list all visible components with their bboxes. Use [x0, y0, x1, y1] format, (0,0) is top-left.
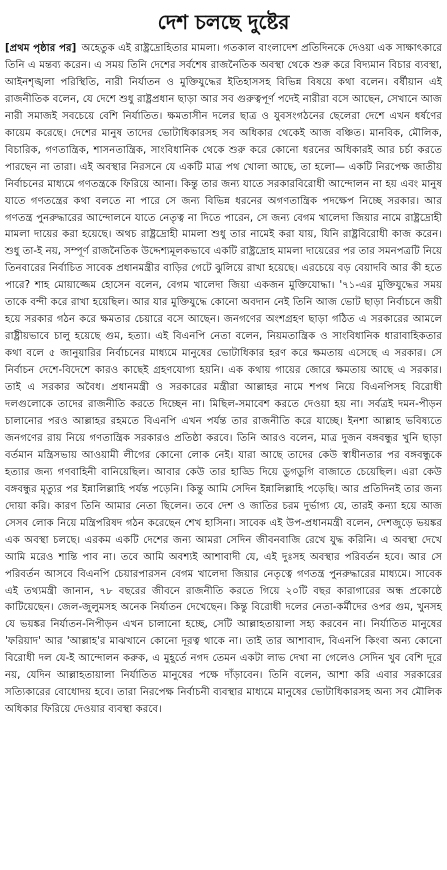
article-body-text: অহেতুক এই রাষ্ট্রদ্রোহিতার মামলা। গতকাল বাংলাদেশ প্রতিদিনকে দেওয়া এক সাক্ষাৎকারে তিনি এ মন্তব্য করেন। এ সময় তিনি দেশের সর্বশেষ রাজনৈতিক অবস্থা থেকে শুরু করে বিদ্যমান বিচার ব্যবস্থা, আইনশৃঙ্খলা পরিস্থিতি, নারী নির্যাতন ও মুক্তিযুদ্ধের ইতিহাসসহ বিভিন্ন বিষয়ে কথা বলেন। বর্ষীয়ান এই রাজনীতিক বলেন, যে দেশে শুধু রাষ্ট্রপ্রধান ছাড়া আর সব গুরুত্বপূর্ণ পদেই নারীরা বসে আছেন, সেখানে আজ নারী সমাজই সবচেয়ে বেশি নির্যাতিত। ক্ষমতাসীন দলের ছাত্র ও যুবসংগঠনের ছেলেরা দেশে এখন ধর্ষণের কায়েম করেছে। দেশের মানুষ তাদের ভোটাধিকারসহ সব অধিকার থেকেই আজ বঞ্চিত। মানবিক, মৌলিক, বিচারিক, গণতান্ত্রিক, শাসনতান্ত্রিক, সাংবিধানিক থেকে শুরু করে কোনো ধরনের অধিকারই আর চর্চা করতে পারছেন না তারা। এই অবস্থার নিরসনে যে একটি মাত্র পথ খোলা আছে, তা হলো— একটি নিরপেক্ষ জাতীয় নির্বাচনের মাধ্যমে গণতন্ত্রকে ফিরিয়ে আনা। কিন্তু তার জন্য যাতে সরকারবিরোধী আন্দোলন না হয় এবং মানুষ যাতে গণতন্ত্রের কথা বলতে না পারে সে জন্য বিভিন্ন ধরনের অগণতান্ত্রিক পদক্ষেপ নিচ্ছে সরকার। আর গণতন্ত্র পুনরুদ্ধারের আন্দোলনে যাতে নেতৃত্ব না দিতে পারেন, সে জন্য বেগম খালেদা জিয়ার নামে রাষ্ট্রদ্রোহী মামলা দায়ের করা হয়েছে। অথচ রাষ্ট্রদ্রোহী মামলা শুধু তার নামেই করা যায়, যিনি রাষ্ট্রবিরোধী কাজ করেন। শুধু তা-ই নয়, সম্পূর্ণ রাজনৈতিক উদ্দেশ্যমূলকভাবে একটি রাষ্ট্রদ্রোহ মামলা দায়েরের পর তার সমনপত্রটি নিয়ে তিনবারের নির্বাচিত সাবেক প্রধানমন্ত্রীর বাড়ির গেটে ঝুলিয়ে রাখা হয়েছে। এরচেয়ে বড় বেয়াদবি আর কী হতে পারে? শাহ মোয়াজ্জেম হোসেন বলেন, বেগম খালেদা জিয়া একজন মুক্তিযোদ্ধা। '৭১-এর মুক্তিযুদ্ধের সময় তাকে বন্দী করে রাখা হয়েছিল। আর যার মুক্তিযুদ্ধে কোনো অবদান নেই তিনি আজ ভোট ছাড়া নির্বাচনে জয়ী হয়ে সরকার গঠন করে ক্ষমতার চেয়ারে বসে আছেন। জনগণের অংশগ্রহণ ছাড়া গঠিত এ সরকারের আমলে রাষ্ট্রীয়ভাবে চালু হয়েছে গুম, হত্যা। এই বিএনপি নেতা বলেন, নিয়মতান্ত্রিক ও সাংবিধানিক ধারাবাহিকতার কথা বলে ৫ জানুয়ারির নির্বাচনের মাধ্যমে মানুষের ভোটাধিকার হরণ করে ক্ষমতায় এসেছে এ সরকার। সে নির্বাচন দেশে-বিদেশে কারও কাছেই গ্রহণযোগ্য হয়নি। এক কথায় গায়ের জোরে ক্ষমতায় আছে এ সরকার। তাই এ সরকার অবৈধ। প্রধানমন্ত্রী ও সরকারের মন্ত্রীরা আল্লাহর নামে শপথ নিয়ে বিএনপিসহ বিরোধী দলগুলোকে তাদের রাজনীতি করতে দিচ্ছেন না। মিছিল-সমাবেশ করতে দেওয়া হয় না। সর্বত্রই দমন-পীড়ন চালানোর পরও আল্লাহর রহমতে বিএনপি এখন পর্যন্ত তার রাজনীতি করে যাচ্ছে। ইনশা আল্লাহ ভবিষ্যতে জনগণের রায় নিয়ে গণতান্ত্রিক সরকারও প্রতিষ্ঠা করবে। তিনি আরও বলেন, মাত্র দুজন বঙ্গবন্ধুর খুনি ছাড়া বর্তমান মন্ত্রিসভায় আওয়ামী লীগের কোনো লোক নেই। যারা আছে তাদের কেউ স্বাধীনতার পর বঙ্গবন্ধুকে হত্যার জন্য গণবাহিনী বানিয়েছিল। আবার কেউ তার হাড্ডি দিয়ে ডুগডুগি বাজাতে চেয়েছিল। এরা কেউ বঙ্গবন্ধুর মৃত্যুর পর ইন্নালিল্লাহি পর্যন্ত পড়েনি। কিন্তু আমি সেদিন ইন্নালিল্লাহি পড়েছি। আর প্রতিদিনই তার জন্য দোয়া করি। কারণ তিনি আমার নেতা ছিলেন। তবে দেশ ও জাতির চরম দুর্ভাগ্য যে, তারই কন্যা হয়ে আজ সেসব লোক নিয়ে মন্ত্রিপরিষদ গঠন করেছেন শেখ হাসিনা। সাবেক এই উপ-প্রধানমন্ত্রী বলেন, দেশজুড়ে ভয়ঙ্কর এক অবস্থা চলছে। এরকম একটি দেশের জন্য আমরা সেদিন জীবনবাজি রেখে যুদ্ধ করিনি। এ অবস্থা দেখে আমি মরেও শান্তি পাব না। তবে আমি অবশ্যই আশাবাদী যে, এই দুঃসহ অবস্থার পরিবর্তন হবে। আর সে পরিবর্তন আসবে বিএনপি চেয়ারপারসন বেগম খালেদা জিয়ার নেতৃত্বে গণতন্ত্র পুনরুদ্ধারের মাধ্যমে। সাবেক এই তথ্যমন্ত্রী জানান, ৭৮ বছরের জীবনে রাজনীতি করতে গিয়ে ২০টি বছর কারাগারের অন্ধ প্রকোষ্ঠে কাটিয়েছেন। জেল-জুলুমসহ অনেক নির্যাতন দেখেছেন। কিন্তু বিরোধী দলের নেতা-কর্মীদের ওপর গুম, খুনসহ যে ভয়ঙ্কর নির্যাতন-নিপীড়ন এখন চালানো হচ্ছে, সেটি আল্লাহতায়ালা সহ্য করবেন না। নির্যাতিত মানুষের 'ফরিয়াদ' আর 'আল্লাহ'র মাঝখানে কোনো দূরত্ব থাকে না। তাই তার আশাবাদ, বিএনপি কিংবা অন্য কোনো বিরোধী দল যে-ই আন্দোলন করুক, এ মুহূর্তে নগদ তেমন একটা লাভ দেখা না গেলেও সেদিন খুব বেশি দূরে নয়, যেদিন আল্লাহতায়ালা নির্যাতিত মানুষের পক্ষে দাঁড়াবেন। তিনি বলেন, আশা করি এবার সরকারের সত্যিকারের বোধোদয় হবে। তারা নিরপেক্ষ নির্বাচনী ব্যবস্থার মাধ্যমে মানুষের ভোটাধিকারসহ অন্য সব মৌলিক অধিকার ফিরিয়ে দেওয়ার ব্যবস্থা করবে।	[5, 43, 442, 716]
article-body-paragraph	[5, 41, 442, 719]
continuation-label: [প্রথম পৃষ্ঠার পর]	[5, 43, 77, 54]
headline: দেশ চলছে দুষ্টের	[157, 10, 290, 34]
headline-container	[5, 4, 442, 40]
